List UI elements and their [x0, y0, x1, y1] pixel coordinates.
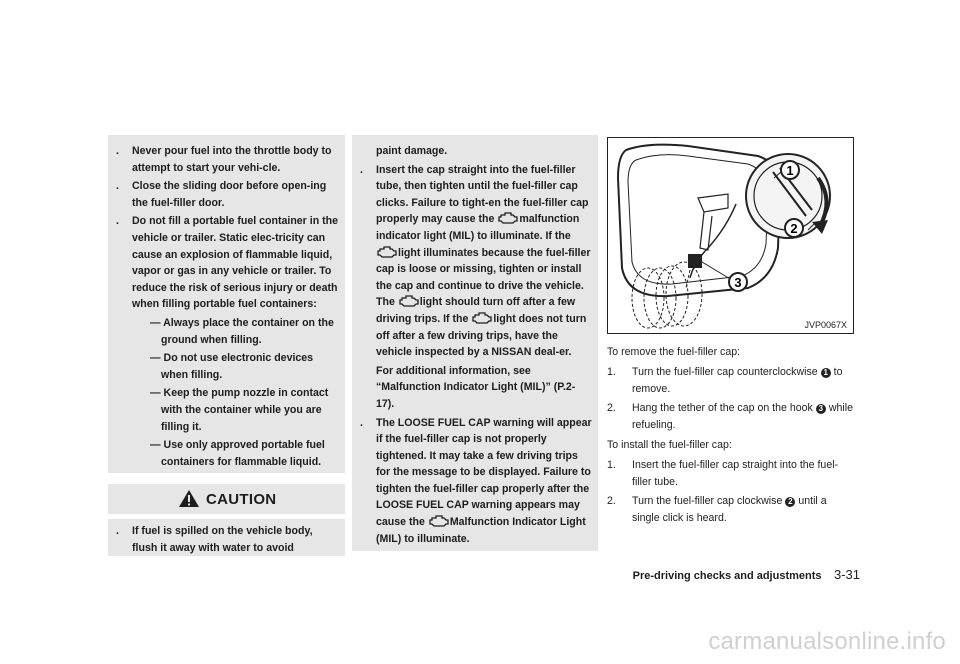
callout-3-label: 3 [734, 275, 742, 290]
list-item: . If fuel is spilled on the vehicle body, flush it away with water to avoid [116, 525, 313, 554]
list-item: . Do not fill a portable fuel container in the vehicle or trailer. Static elec-tricity can cause an explosion of flammable liquid, vapor or gas in any vehicle or trailer. To reduce the risk of serious injury or death when filling portable fuel containers: [116, 215, 338, 311]
list-item: . Never pour fuel into the throttle body to attempt to start your vehi-cle. [116, 145, 332, 174]
figure-code: JVP0067X [804, 320, 847, 330]
watermark: carmanualsonline.info [708, 628, 946, 655]
fuel-cap-figure [607, 137, 854, 334]
install-step: 1. Insert the fuel-filler cap straight into the fuel-filler tube. [607, 458, 839, 488]
caution-list-col2 [358, 143, 592, 547]
dash-item: — Do not use electronic devices when filling. [150, 352, 314, 381]
fuel-cap-instructions [607, 344, 857, 527]
page-footer [600, 566, 860, 584]
callout-marker: 2 [785, 497, 795, 507]
list-item: . Insert the cap straight into the fuel-filler tube, then tighten until the fuel-filler cap clicks. Failure to tight-en the fuel-filler cap properly may cause the malfunction indicator light (MIL) to illuminate. If the light illuminates because the fuel-filler cap is loose or missing, tighten or install the cap and continue to drive the vehicle. The light should turn off after a few driving trips. If the light does not turn off after a few driving trips, have the vehicle inspected by a NISSAN deal-er. [360, 163, 591, 359]
engine-warning-icon [376, 246, 398, 258]
warning-triangle-icon [178, 489, 200, 508]
remove-heading: To remove the fuel-filler cap: [607, 346, 741, 358]
engine-warning-icon [471, 312, 493, 324]
callout-2-label: 2 [790, 221, 798, 236]
dash-item: — Keep the pump nozzle in contact with the container while you are filling it. [150, 387, 329, 433]
caution-title: CAUTION [206, 491, 277, 508]
engine-warning-icon [497, 212, 519, 224]
page-number: 3-31 [833, 567, 860, 582]
list-item: . The LOOSE FUEL CAP warning will appear if the fuel-filler cap is not properly tightened. It may take a few driving trips for the message to be displayed. Failure to tighten the fuel-filler cap properly after the LOOSE FUEL CAP warning appears may cause the Malfunction Indicator Light (MIL) to illuminate. [360, 416, 592, 545]
callout-marker: 1 [821, 368, 831, 378]
callout-marker: 3 [816, 404, 826, 414]
caution-header [108, 484, 345, 514]
engine-warning-icon [428, 515, 450, 527]
warning-list-col1 [114, 143, 340, 470]
dash-item: — Always place the container on the ground when filling. [150, 316, 334, 346]
section-title: Pre-driving checks and adjustments [632, 570, 822, 582]
dash-item: — Use only approved portable fuel containers for flammable liquid. [150, 439, 325, 468]
caution-list [114, 523, 340, 556]
continuation-text: paint damage. [376, 145, 448, 157]
list-item: . Close the sliding door before open-ing the fuel-filler door. [116, 180, 327, 209]
callout-1-label: 1 [786, 163, 794, 178]
remove-step: 1. Turn the fuel-filler cap counterclockwise 1 to remove. [607, 365, 843, 395]
install-heading: To install the fuel-filler cap: [607, 438, 732, 451]
additional-info: For additional information, see “Malfunction Indicator Light (MIL)” (P.2-17). [376, 364, 576, 410]
install-step: 2. Turn the fuel-filler cap clockwise 2 until a single click is heard. [607, 495, 827, 525]
fuel-cap-illustration [608, 138, 853, 333]
engine-warning-icon [398, 295, 420, 307]
remove-step: 2. Hang the tether of the cap on the hook 3 while refueling. [607, 402, 853, 432]
